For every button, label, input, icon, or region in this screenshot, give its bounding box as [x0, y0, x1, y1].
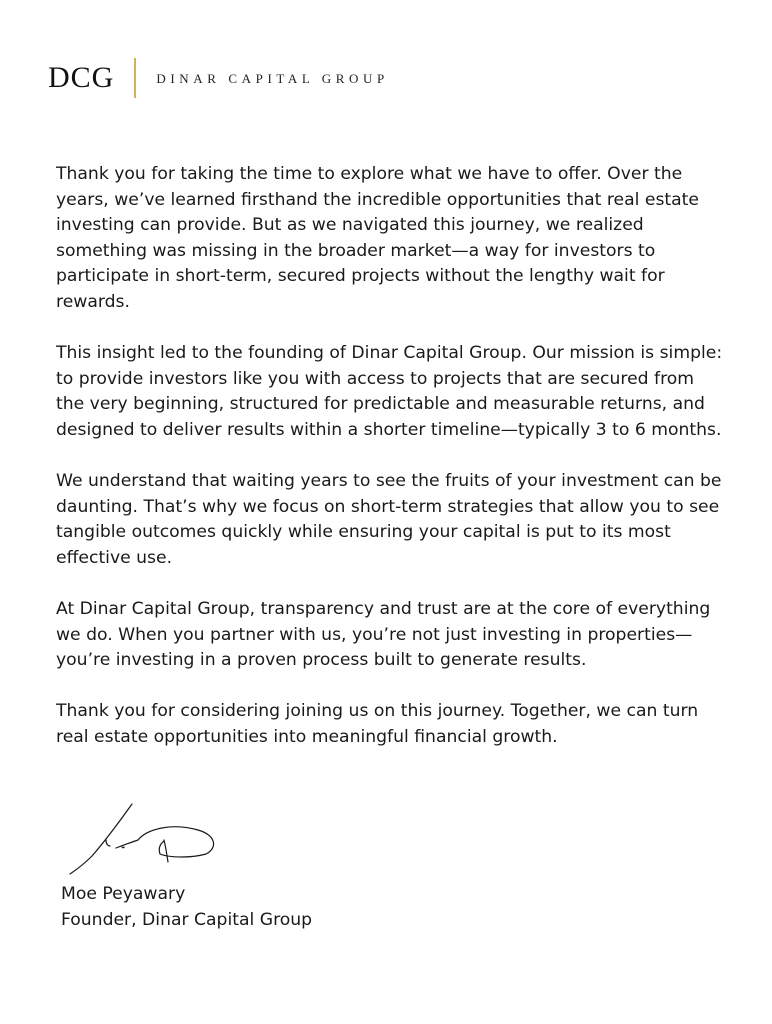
signatory-name: Moe Peyawary: [61, 884, 186, 904]
letterhead-divider: [134, 58, 136, 98]
paragraph-1: Thank you for taking the time to explore what we have to offer. Over the years, we’ve learned firsthand the incredible opportunities that real estate investing can provide. But as we navigated this journey, we realized something was missing in the broader market—a way for investors to participate in short-term, secured projects without the lengthy wait for rewards.: [56, 164, 699, 312]
signatory-title: Founder, Dinar Capital Group: [61, 909, 313, 930]
paragraph-5: Thank you for considering joining us on this journey. Together, we can turn real estate opportunities into meaningful financial growth.: [56, 701, 699, 748]
letterhead: [48, 56, 389, 100]
handwritten-signature: [66, 800, 226, 880]
paragraph-4: At Dinar Capital Group, transparency and trust are at the core of everything we do. When you partner with us, you’re not just investing in properties—you’re investing in a proven process built to generate results.: [56, 599, 711, 671]
company-name: DINAR CAPITAL GROUP: [156, 70, 389, 86]
paragraph-3: We understand that waiting years to see the fruits of your investment can be daunting. That’s why we focus on short-term strategies that allow you to see tangible outcomes quickly while ensuring your capital is put to its most effective use.: [56, 471, 722, 568]
paragraph-2: This insight led to the founding of Dinar Capital Group. Our mission is simple: to provide investors like you with access to projects that are secured from the very beginning, structured for predictable and measurable returns, and designed to deliver results within a shorter timeline—typically 3 to 6 months.: [56, 343, 723, 440]
letter-body: [56, 162, 726, 776]
signature-block: [61, 882, 312, 933]
logo-mark: DCG: [48, 61, 115, 94]
